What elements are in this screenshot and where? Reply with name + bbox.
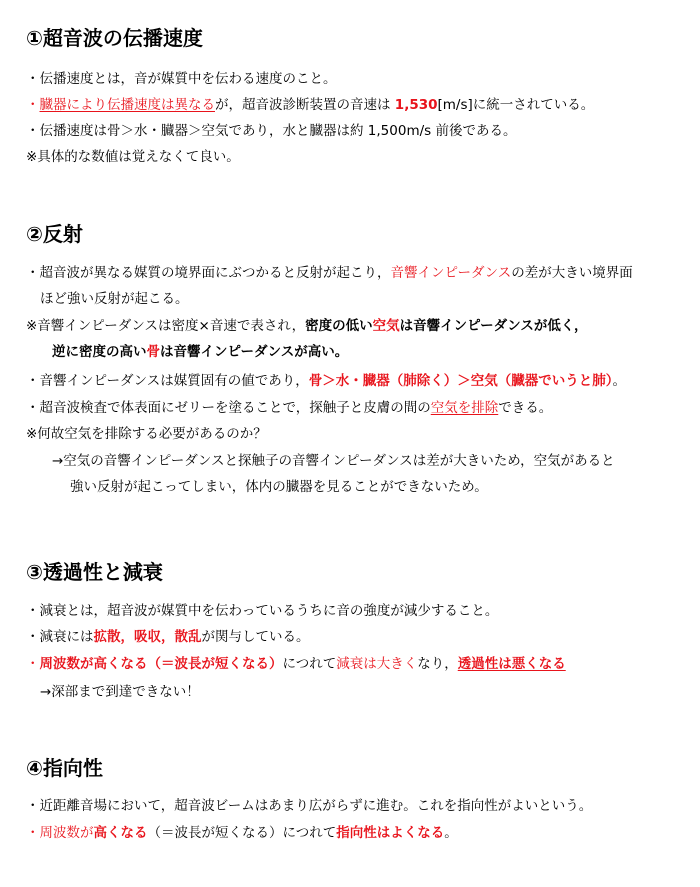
text-segment: が，超音波診断装置の音速は [215,97,395,113]
text-segment: （＝波長が短くなる）につれて [147,825,337,841]
text-segment: ・周波数が [26,825,94,841]
text-segment: [m/s]に統一されている。 [437,97,595,113]
text-segment: が関与している。 [201,629,310,645]
text-segment: 高くなる [93,825,148,841]
section-2-line-4 [52,343,348,361]
section-2-line-6 [26,399,552,417]
text-segment: ・音響インピーダンスは媒質固有の値であり， [26,373,309,389]
text-segment: ・減衰には [26,629,94,645]
text-segment: 拡散，吸収，散乱 [93,629,202,645]
text-segment: 骨＞水・臓器（肺除く）＞空気（臓器でいうと肺） [308,373,613,389]
text-segment: ・超音波検査で体表面にゼリーを塗ることで，探触子と皮膚の間の [26,400,431,416]
section-3-line-4 [40,683,200,701]
text-segment: の差が大きい境界面 [511,265,633,281]
text-segment: 臓器により伝播速度は異なる [39,97,215,113]
text-segment: 透過性は悪くなる [457,656,566,672]
text-segment: 骨 [146,344,160,360]
section-3-line-3 [26,655,566,673]
text-segment: 減衰は大きく [336,656,418,672]
text-segment: ・伝播速度とは，音が媒質中を伝わる速度のこと。 [26,71,337,87]
text-segment: ・減衰とは，超音波が媒質中を伝わっているうちに音の強度が減少すること。 [26,603,499,619]
text-segment: ※具体的な数値は覚えなくて良い。 [26,149,240,165]
text-segment: ・超音波が異なる媒質の境界面にぶつかると反射が起こり， [26,265,391,281]
section-4-title: ④指向性 [26,756,103,780]
text-segment: 逆に密度の高い [52,344,147,360]
section-2-line-1 [26,264,633,282]
text-segment: なり， [417,656,458,672]
section-1-line-2 [26,96,594,114]
text-segment: 指向性はよくなる [336,825,445,841]
text-segment: 周波数が高くなる（＝波長が短くなる） [39,656,283,672]
section-1-line-4 [26,148,240,166]
section-2-line-9 [70,478,488,496]
text-segment: →深部まで到達できない！ [40,684,200,700]
section-1-title: ①超音波の伝播速度 [26,26,203,50]
section-3-line-2 [26,628,310,646]
section-1-line-3 [26,122,516,140]
text-segment: ・ [26,656,40,672]
section-1-line-1 [26,70,337,88]
section-3-line-1 [26,602,498,620]
text-segment: は音響インピーダンスが低く， [399,318,588,334]
text-segment: 密度の低い [305,318,373,334]
section-2-line-5 [26,372,626,390]
section-3-title: ③透過性と減衰 [26,560,163,584]
text-segment: 。 [444,825,458,841]
text-segment: 音響インピーダンス [390,265,512,281]
text-segment: ほど強い反射が起こる。 [40,291,189,307]
text-segment: につれて [282,656,337,672]
section-4-line-1 [26,797,592,815]
section-2-title: ②反射 [26,222,83,246]
text-segment: は音響インピーダンスが高い。 [160,344,349,360]
text-segment: 強い反射が起こってしまい，体内の臓器を見ることができないため。 [70,479,488,495]
text-segment: 空気を排除 [430,400,499,416]
section-2-line-7 [26,425,267,443]
text-segment: 。 [612,373,626,389]
text-segment: ※何故空気を排除する必要があるのか？ [26,426,267,442]
section-2-line-8 [52,452,615,470]
text-segment: ・近距離音場において，超音波ビームはあまり広がらずに進む。これを指向性がよいという。 [26,798,593,814]
text-segment: できる。 [498,400,553,416]
text-segment: ・ [26,97,40,113]
text-segment: ※音響インピーダンスは密度×音速で表され， [26,318,306,334]
text-segment: ・伝播速度は骨＞水・臓器＞空気であり，水と臓器は約 1,500m/s 前後である。 [26,123,517,139]
text-segment: 1,530 [394,97,438,113]
text-segment: →空気の音響インピーダンスと探触子の音響インピーダンスは差が大きいため，空気があると [52,453,615,469]
text-segment: 空気 [372,318,400,334]
section-2-line-3 [26,317,588,335]
section-2-line-2 [40,290,189,308]
section-4-line-2 [26,824,458,842]
